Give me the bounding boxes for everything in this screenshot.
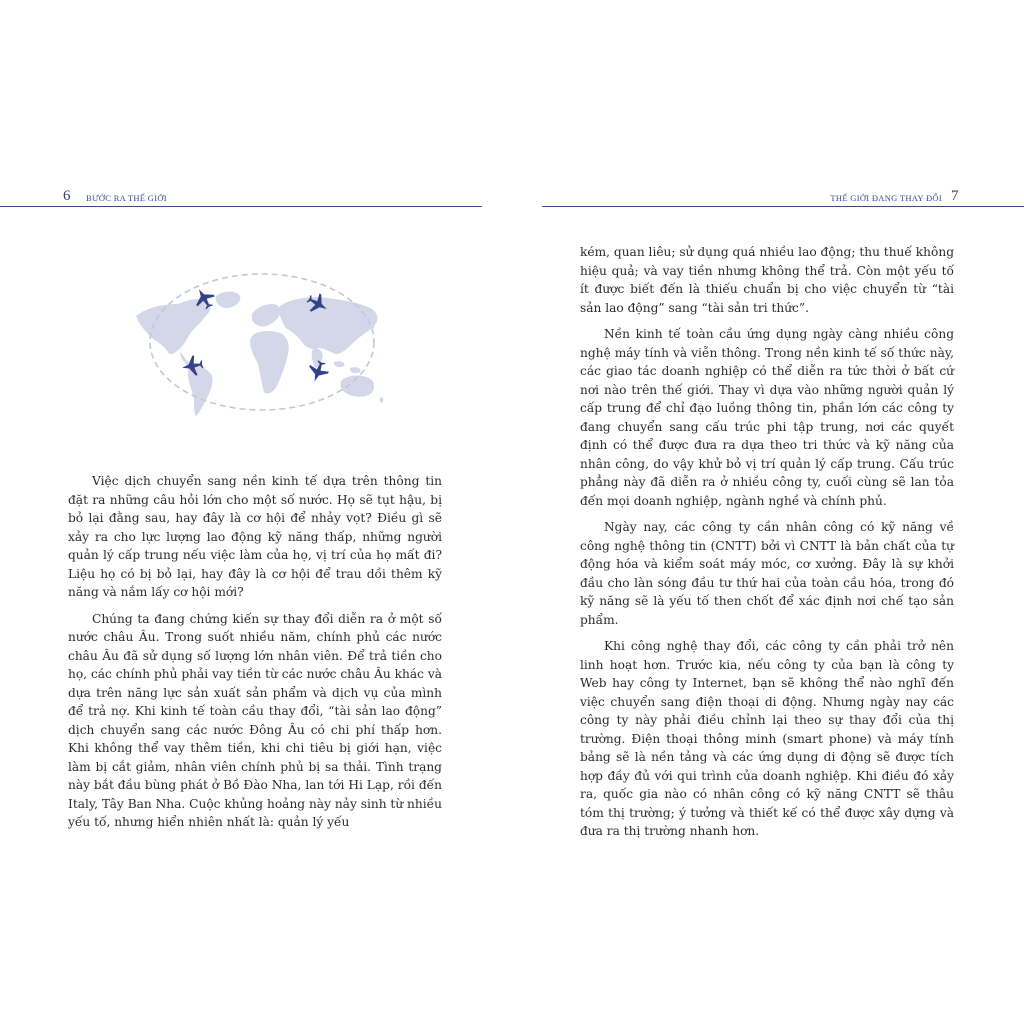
header-rule-left bbox=[0, 206, 482, 207]
paragraph: Ngày nay, các công ty cần nhân công có kỹ năng về công nghệ thông tin (CNTT) bởi vì CNTT là bản chất của tự động hóa và kiểm soát máy móc, cơ xưởng. Đây là sự khởi đầu cho làn sóng đầu tư thứ hai của toàn cầu hóa, trong đó kỹ năng sẽ là yếu tố then chốt để xác định nơi chế tạo sản phẩm. bbox=[580, 520, 954, 627]
page-number-left: 6 bbox=[63, 188, 71, 204]
world-map-icon bbox=[136, 292, 383, 417]
paragraph: Nền kinh tế toàn cầu ứng dụng ngày càng nhiều công nghệ máy tính và viễn thông. Trong nền kinh tế số thức này, các giao tác doanh nghiệp có thể diễn ra tức thời ở bất cứ nơi nào trên thế giới. Thay vì dựa vào những người quản lý cấp trung để chỉ đạo luồng thông tin, phần lớn các công ty đang chuyển sang cấu trúc phi tập trung, nơi các quyết định có thể được đưa ra dựa theo tri thức và kỹ năng của nhân công, do vậy khử bỏ vị trí quản lý cấp trung. Cấu trúc phẳng này đã diễn ra ở nhiều công ty, cuối cùng sẽ lan tỏa đến mọi doanh nghiệp, ngành nghề và chính phủ. bbox=[580, 327, 954, 508]
paragraph: Chúng ta đang chứng kiến sự thay đổi diễn ra ở một số nước châu Âu. Trong suốt nhiều năm, chính phủ các nước châu Âu đã sử dụng số lượng lớn nhân viên. Để trả tiền cho họ, các chính phủ phải vay tiền từ các nước châu Âu khác và dựa trên năng lực sản xuất sản phẩm và dịch vụ của mình để trả nợ. Khi kinh tế toàn cầu thay đổi, “tài sản lao động” dịch chuyển sang các nước Đông Âu có chi phí thấp hơn. Khi không thể vay thêm tiền, khi chi tiêu bị giới hạn, việc làm bị cắt giảm, nhân viên chính phủ bị sa thải. Tình trạng này bắt đầu bùng phát ở Bồ Đào Nha, lan tới Hi Lạp, rồi đến Italy, Tây Ban Nha. Cuộc khủng hoảng này nảy sinh từ nhiều yếu tố, nhưng hiển nhiên nhất là: quản lý yếu bbox=[68, 611, 443, 829]
header-rule-right bbox=[542, 206, 1024, 207]
world-map-illustration bbox=[128, 268, 388, 416]
paragraph-continuation: kém, quan liêu; sử dụng quá nhiều lao động; thu thuế không hiệu quả; và vay tiền nhưng không thể trả. Còn một yếu tố ít được biết đến là thiếu chuẩn bị cho việc chuyển từ “tài sản lao động” sang “tài sản tri thức”. bbox=[580, 245, 954, 315]
left-page-body bbox=[68, 472, 442, 840]
running-title-left: BƯỚC RA THẾ GIỚI bbox=[86, 193, 167, 203]
running-title-right: THẾ GIỚI ĐANG THAY ĐỔI bbox=[830, 193, 942, 203]
paragraph: Khi công nghệ thay đổi, các công ty cần phải trở nên linh hoạt hơn. Trước kia, nếu công ty của bạn là công ty Web hay công ty Internet, bạn sẽ không thể nào nghĩ đến việc chuyển sang điện thoại di động. Nhưng ngày nay các công ty này phải điều chỉnh lại theo sự thay đổi của thị trường. Điện thoại thông minh (smart phone) và máy tính bảng sẽ là nền tảng và các ứng dụng di động sẽ được tích hợp đầy đủ với qui trình của doanh nghiệp. Khi điều đó xảy ra, quốc gia nào có nhân công có kỹ năng CNTT sẽ thâu tóm thị trường; ý tưởng và thiết kế có thể được xây dựng và đưa ra thị trường nhanh hơn. bbox=[580, 639, 954, 838]
right-page-body bbox=[580, 243, 954, 849]
page-number-right: 7 bbox=[951, 188, 959, 204]
paragraph: Việc dịch chuyển sang nền kinh tế dựa trên thông tin đặt ra những câu hỏi lớn cho một số nước. Họ sẽ tụt hậu, bị bỏ lại đằng sau, hay đây là cơ hội để nhảy vọt? Điều gì sẽ xảy ra cho lực lượng lao động kỹ năng thấp, những người quản lý cấp trung nếu việc làm của họ, vị trí của họ mất đi? Liệu họ có bị bỏ lại, hay đây là cơ hội để trau dồi thêm kỹ năng và nắm lấy cơ hội mới? bbox=[68, 474, 442, 599]
